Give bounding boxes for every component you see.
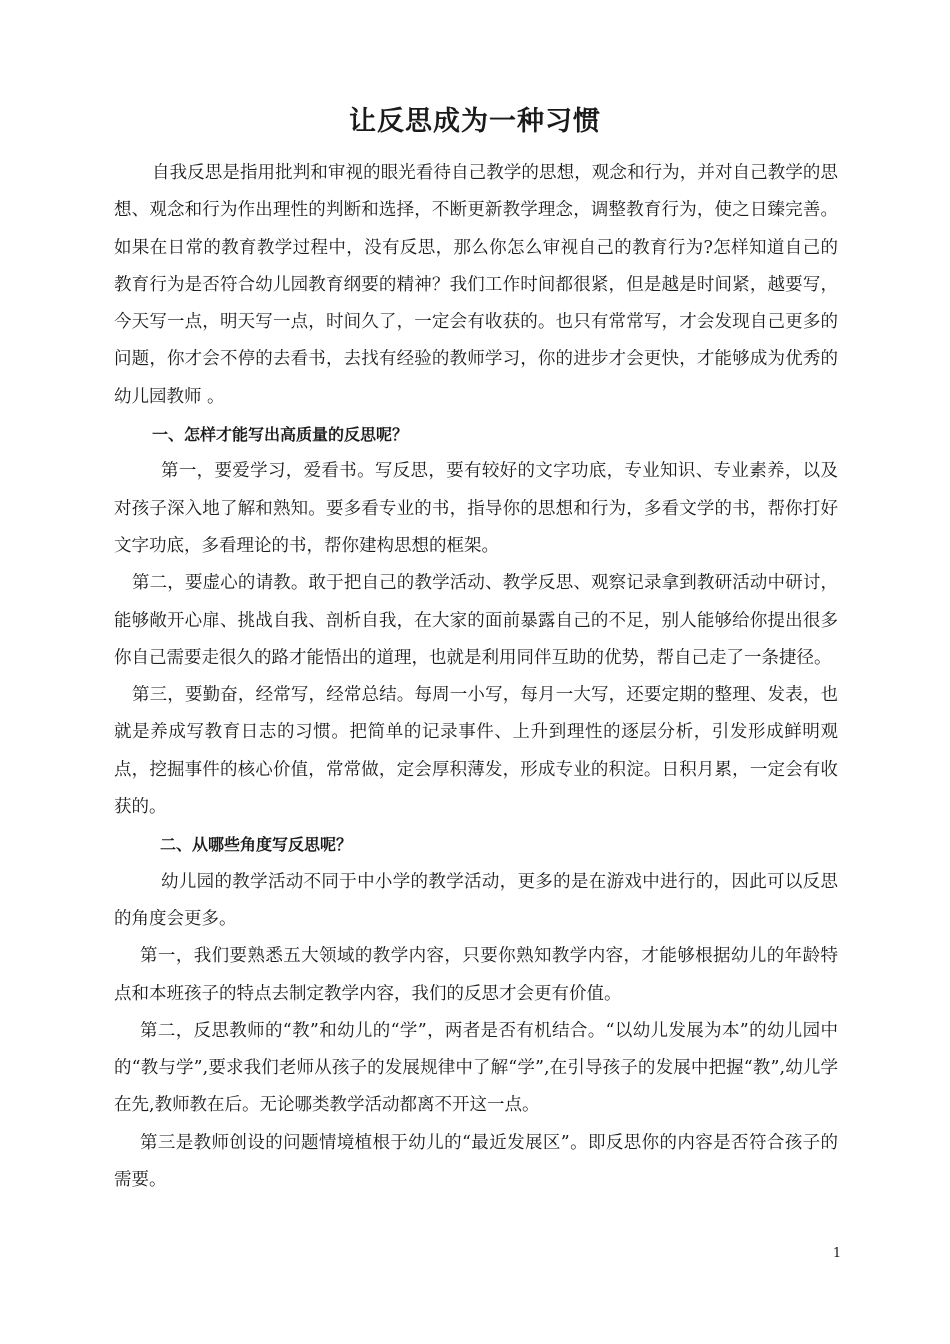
document-body: [114, 155, 838, 1199]
paragraph-section2-third: 第三是教师创设的问题情境植根于幼儿的“最近发展区”。即反思你的内容是否符合孩子的需要。: [114, 1132, 838, 1191]
paragraph-second-point: 第二，要虚心的请教。敢于把自己的教学活动、教学反思、观察记录拿到教研活动中研讨，能够敞开心扉、挑战自我、剖析自我，在大家的面前暴露自己的不足，别人能够给你提出很多你自己需要走很久的路才能悟出的道理，也就是利用同伴互助的优势，帮自己走了一条捷径。: [114, 573, 838, 668]
paragraph-section2-intro: 幼儿园的教学活动不同于中小学的教学活动，更多的是在游戏中进行的，因此可以反思的角度会更多。: [114, 871, 838, 929]
paragraph-section2-first: 第一，我们要熟悉五大领域的教学内容，只要你熟知教学内容，才能够根据幼儿的年龄特点和本班孩子的特点去制定教学内容，我们的反思才会更有价值。: [114, 946, 838, 1004]
paragraph-first-point: 第一，要爱学习，爱看书。写反思，要有较好的文字功底，专业知识、专业素养，以及对孩子深入地了解和熟知。要多看专业的书，指导你的思想和行为，多看文学的书，帮你打好文字功底，多看理论的书，帮你建构思想的框架。: [114, 461, 838, 556]
section-heading-2: 二、从哪些角度写反思呢？: [160, 835, 353, 855]
page-title: 让反思成为一种习惯: [349, 106, 601, 137]
paragraph-section2-second: 第二，反思教师的“教”和幼儿的“学”，两者是否有机结合。“以幼儿发展为本”的幼儿园中的“教与学”,要求我们老师从孩子的发展规律中了解“学”,在引导孩子的发展中把握“教”,幼儿学在先,教师教在后。无论哪类教学活动都离不开这一点。: [114, 1020, 838, 1116]
section-heading-1: 一、怎样才能写出高质量的反思呢？: [152, 425, 409, 445]
paragraph-intro: 自我反思是指用批判和审视的眼光看待自己教学的思想，观念和行为，并对自己教学的思想、观念和行为作出理性的判断和选择，不断更新教学理念，调整教育行为，使之日臻完善。如果在日常的教育教学过程中，没有反思，那么你怎么审视自己的教育行为?怎样知道自己的教育行为是否符合幼儿园教育纲要的精神？我们工作时间都很紧，但是越是时间紧，越要写，今天写一点，明天写一点，时间久了，一定会有收获的。也只有常常写，才会发现自己更多的问题，你才会不停的去看书，去找有经验的教师学习，你的进步才会更快，才能够成为优秀的幼儿园教师 。: [114, 163, 838, 407]
paragraph-third-point: 第三，要勤奋，经常写，经常总结。每周一小写，每月一大写，还要定期的整理、发表，也就是养成写教育日志的习惯。把简单的记录事件、上升到理性的逐层分析，引发形成鲜明观点，挖掘事件的核心价值，常常做，定会厚积薄发，形成专业的积淀。日积月累，一定会有收获的。: [114, 685, 838, 818]
page-number: 1: [832, 1246, 842, 1261]
